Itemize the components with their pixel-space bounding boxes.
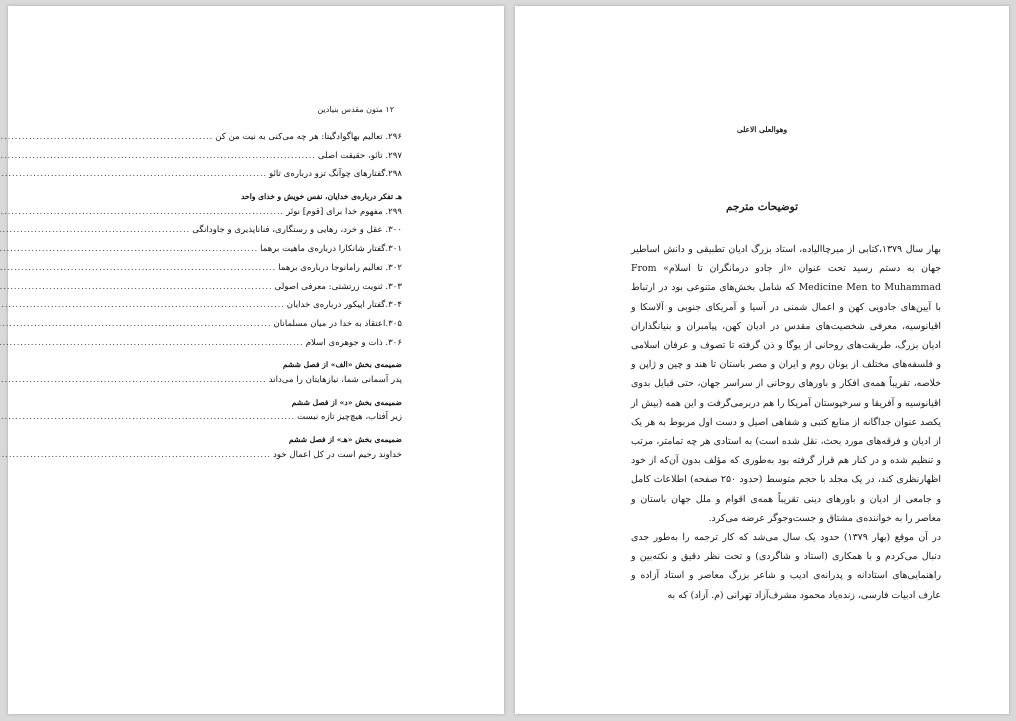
dot-leader <box>0 319 272 328</box>
left-page <box>8 6 504 714</box>
dot-leader <box>0 132 213 141</box>
toc-entry <box>116 151 402 170</box>
toc-entry-title: ۳۰۶. ذات و جوهره‌ی اسلام <box>305 337 402 348</box>
dot-leader <box>0 300 285 309</box>
toc-entry-title: ۲۹۷. تائو، حقیقت اصلی <box>317 150 402 161</box>
toc-entry <box>116 282 402 301</box>
toc-entry-title: پدر آسمانی شما، نیازهایتان را می‌داند <box>268 374 402 385</box>
toc-entry-title: خداوند رحیم است در کل اعمال خود <box>273 449 402 460</box>
dot-leader <box>0 244 258 253</box>
toc-section-heading: ضمیمه‌ی بخش «هـ» از فصل ششم <box>288 435 402 444</box>
running-header: ۱۲ متون مقدس بنیادین <box>317 105 394 114</box>
toc-entry <box>116 225 402 244</box>
paragraph: در آن موقع (بهار ۱۳۷۹) حدود یک سال می‌شد که کار ترجمه را به‌طور جدی دنبال می‌کردم و با همکاری (استاد و شاگردی) و تحت نظر دقیق و نکته‌بین و راهنمایی‌های استادانه و پدرانه‌ی ادیب و شاعر بزرگ معاصر و استاد آزاده و عارف ادبیات فارسی، زنده‌یاد محمود مشرف‌آزاد تهرانی (م. آزاد) که به <box>631 532 941 601</box>
dot-leader <box>0 151 316 160</box>
dot-leader <box>0 412 295 421</box>
dot-leader <box>0 282 273 291</box>
section-title: توضیحات مترجم <box>725 201 798 213</box>
dot-leader <box>0 375 267 384</box>
body-text <box>631 240 941 605</box>
toc-entry <box>116 319 402 338</box>
toc-entry-title: ۳۰۳. ثنویت زرتشتی: معرفی اصولی <box>274 281 402 292</box>
toc-entry <box>116 244 402 263</box>
dot-leader <box>0 169 267 178</box>
top-inscription: وهوالعلی الاعلی <box>736 125 788 134</box>
toc-entry <box>116 338 402 357</box>
toc-entry <box>116 450 402 469</box>
dot-leader <box>0 338 304 347</box>
toc-entry-title: ۲۹۹. مفهوم خدا برای [قوم] نوئر <box>286 206 402 217</box>
toc-entry-title: زیر آفتاب، هیچ‌چیز تازه نیست <box>297 412 402 423</box>
toc-section-heading: ضمیمه‌ی بخش «الف» از فصل ششم <box>282 360 402 370</box>
dot-leader <box>0 263 276 272</box>
toc-entry-title: ۳۰۵.اعتقاد به خدا در میان مسلمانان <box>273 318 402 329</box>
toc-entry <box>116 169 402 188</box>
toc-section-heading: هـ تفکر درباره‌ی خدایان، نفس خویش و خدای واحد <box>241 192 402 202</box>
toc-entry-title: ۲۹۸.گفتارهای چوآنگ تزو درباره‌ی تائو <box>269 169 402 180</box>
toc-section-heading: ضمیمه‌ی بخش «د» از فصل ششم <box>291 397 402 407</box>
dot-leader <box>0 207 284 216</box>
dot-leader <box>0 225 190 234</box>
toc-entry <box>116 300 402 319</box>
toc-entry-title: ۳۰۴.گفتار اپیکور درباره‌ی خدایان <box>286 300 402 311</box>
table-of-contents <box>116 132 402 468</box>
toc-entry-title: ۳۰۲. تعالیم رامانوجا درباره‌ی برهما <box>278 262 402 273</box>
toc-entry <box>116 412 402 431</box>
toc-entry <box>116 263 402 282</box>
right-page <box>515 6 1009 714</box>
toc-entry <box>116 132 402 151</box>
dot-leader <box>0 450 271 459</box>
toc-entry-title: ۳۰۱.گفتار شانکارا درباره‌ی ماهیت برهما <box>260 244 402 255</box>
toc-entry <box>116 207 402 226</box>
toc-entry-title: ۲۹۶. تعالیم بهاگوادگیتا: هر چه می‌کنی به نیت من کن <box>215 132 402 142</box>
toc-entry <box>116 375 402 394</box>
paragraph: بهار سال ۱۳۷۹،کتابی از میرچاالیاده، استاد بزرگ ادیان تطبیقی و دانش اساطیر جهان به دستم رسید تحت عنوان «از جادو درمانگران تا اسلام» From Medicine Men to Muhammad که شامل بخش‌های متنوعی بود در ارتباط با آیین‌های جادویی کهن و اعمال شمنی در آسیا و آمریکای جنوبی و آلاسکا و اقیانوسیه، معرفی شخصیت‌های مقدس در ادیان کهن، پیامبران و بنیانگذاران ادیان بزرگ، طریقت‌های روحانی از یوگا و ذن گرفته تا تصوف و عرفان اسلامی و فلسفه‌های مختلف از یونان روم و ایران و مصر باستان تا هند و چین و ژاپن و خلاصه، تقریباً همه‌ی افکار و باورهای روحانی از سراسر جهان، حتی قبایل بدوی اقیانوسیه و آفریقا و سرخپوستان آمریکا را هم دربرمی‌گرفت و این همه (بیش از یکصد عنوان جداگانه از منابع کتبی و شفاهی اصیل و دست اول مربوط به هر یک از ادیان و فرقه‌های مورد بحث، نقل شده است) به استادی هر چه تمامتر، مرتب و تنظیم شده و در کنار هم قرار گرفته بود به‌طوری که مؤلف بدون آن‌که از خود اظهارنظری کند، در یک مجلد با حجم متوسط (حدود ۲۵۰ صفحه) اطلاعات کامل و جامعی از ادیان و باورهای دینی تقریباً همه‌ی اقوام و ملل جهان باستان و معاصر را به خواننده‌ی مشتاق و جست‌وجوگر عرضه می‌کرد. <box>631 244 941 524</box>
toc-entry-title: ۳۰۰. عقل و خرد، رهایی و رستگاری، فناناپذیری و جاودانگی <box>192 225 402 236</box>
